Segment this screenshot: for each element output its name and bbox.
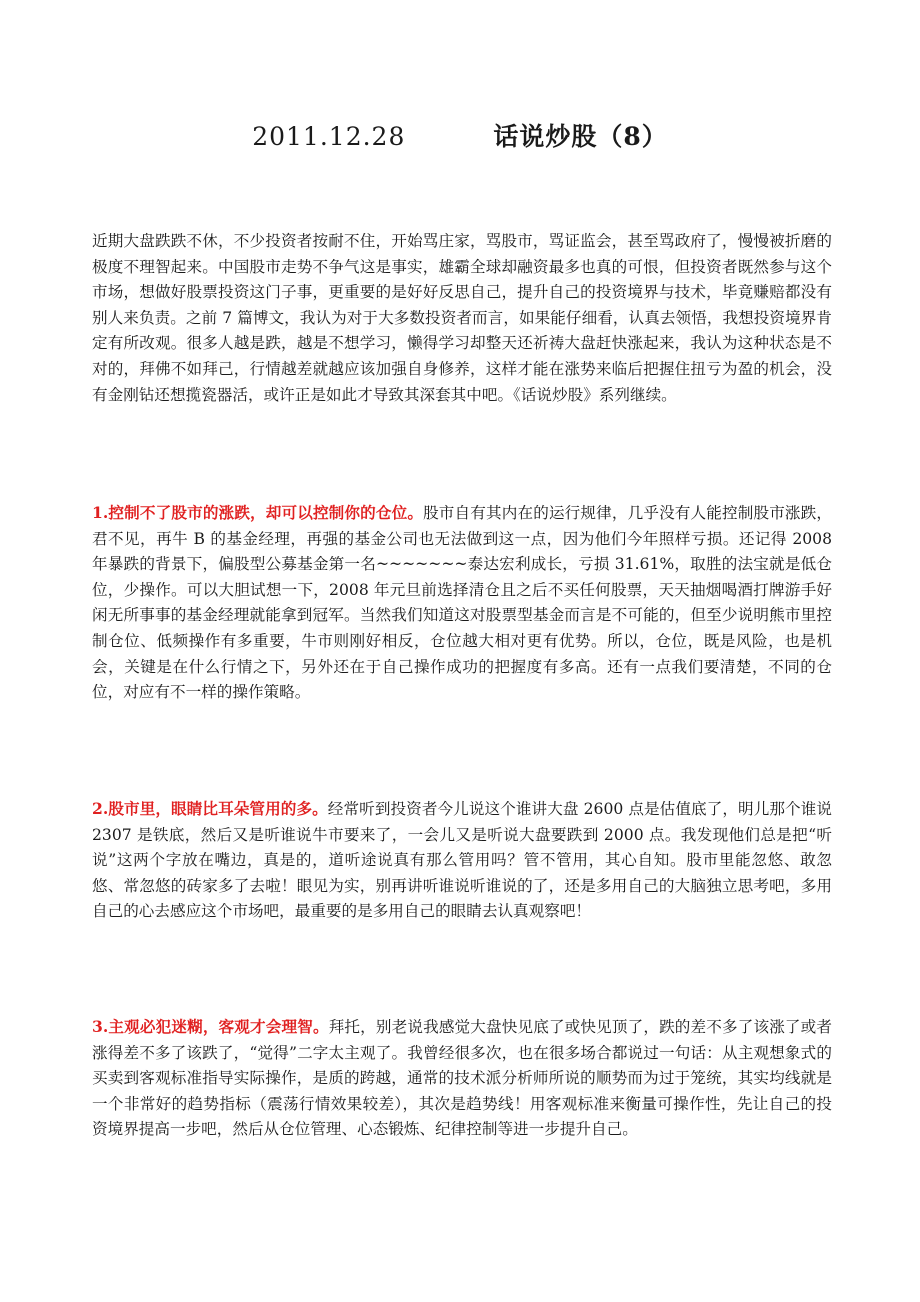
section-3-heading: 3.主观必犯迷糊，客观才会理智。 [92, 1017, 329, 1036]
section-3-body: 拜托，别老说我感觉大盘快见底了或快见顶了，跌的差不多了该涨了或者涨得差不多了该跌了，“觉得”二字太主观了。我曾经很多次，也在很多场合都说过一句话：从主观想象式的买卖到客观标准指导实际操作，是质的跨越，通常的技术派分析师所说的顺势而为过于笼统，其实均线就是一个非常好的趋势指标（震荡行情效果较差），其次是趋势线！用客观标准来衡量可操作性，先让自己的投资境界提高一步吧，然后从仓位管理、心态锻炼、纪律控制等进一步提升自己。 [92, 1018, 832, 1139]
section-2-body: 经常听到投资者今儿说这个谁讲大盘 2600 点是估值底了，明儿那个谁说 2307 是铁底，然后又是听谁说牛市要来了，一会儿又是听说大盘要跌到 2000 点。我发现他们总是把“听说”这两个字放在嘴边，真是的，道听途说真有那么管用吗？管不管用，其心自知。股市里能忽悠、敢忽悠、常忽悠的砖家多了去啦！眼见为实，别再讲听谁说听谁说的了，还是多用自己的大脑独立思考吧，多用自己的心去感应这个市场吧，最重要的是多用自己的眼睛去认真观察吧！ [92, 800, 832, 921]
section-1-heading: 1.控制不了股市的涨跌，却可以控制你的仓位。 [92, 503, 424, 522]
page-title [0, 120, 920, 154]
section-2-heading: 2.股市里，眼睛比耳朵管用的多。 [92, 799, 328, 818]
title-date: 2011.12.28 [252, 122, 406, 151]
intro-paragraph: 近期大盘跌跌不休，不少投资者按耐不住，开始骂庄家，骂股市，骂证监会，甚至骂政府了，慢慢被折磨的极度不理智起来。中国股市走势不争气这是事实，雄霸全球却融资最多也真的可恨，但投资者既然参与这个市场，想做好股票投资这门子事，更重要的是好好反思自己，提升自己的投资境界与技术，毕竟赚赔都没有别人来负责。之前 7 篇博文，我认为对于大多数投资者而言，如果能仔细看，认真去领悟，我想投资境界肯定有所改观。很多人越是跌，越是不想学习，懒得学习却整天还祈祷大盘赶快涨起来，我认为这种状态是不对的，拜佛不如拜己，行情越差就越应该加强自身修养，这样才能在涨势来临后把握住扭亏为盈的机会，没有金刚钻还想揽瓷器活，或许正是如此才导致其深套其中吧。《话说炒股》系列继续。 [92, 232, 832, 404]
section-1-paragraph [92, 500, 832, 706]
section-3-paragraph [92, 1014, 832, 1143]
section-1-body: 股市自有其内在的运行规律，几乎没有人能控制股市涨跌，君不见，再牛 B 的基金经理，再强的基金公司也无法做到这一点，因为他们今年照样亏损。还记得 2008 年暴跌的背景下，偏股型公募基金第一名~~~~~~~泰达宏利成长，亏损 31.61%，取胜的法宝就是低仓位，少操作。可以大胆试想一下，2008 年元旦前选择清仓且之后不买任何股票，天天抽烟喝酒打牌游手好闲无所事事的基金经理就能拿到冠军。当然我们知道这对股票型基金而言是不可能的，但至少说明熊市里控制仓位、低频操作有多重要，牛市则刚好相反，仓位越大相对更有优势。所以，仓位，既是风险，也是机会，关键是在什么行情之下，另外还在于自己操作成功的把握度有多高。还有一点我们要清楚，不同的仓位，对应有不一样的操作策略。 [92, 504, 832, 702]
section-2-paragraph [92, 796, 832, 925]
title-text: 话说炒股（8） [493, 122, 668, 151]
